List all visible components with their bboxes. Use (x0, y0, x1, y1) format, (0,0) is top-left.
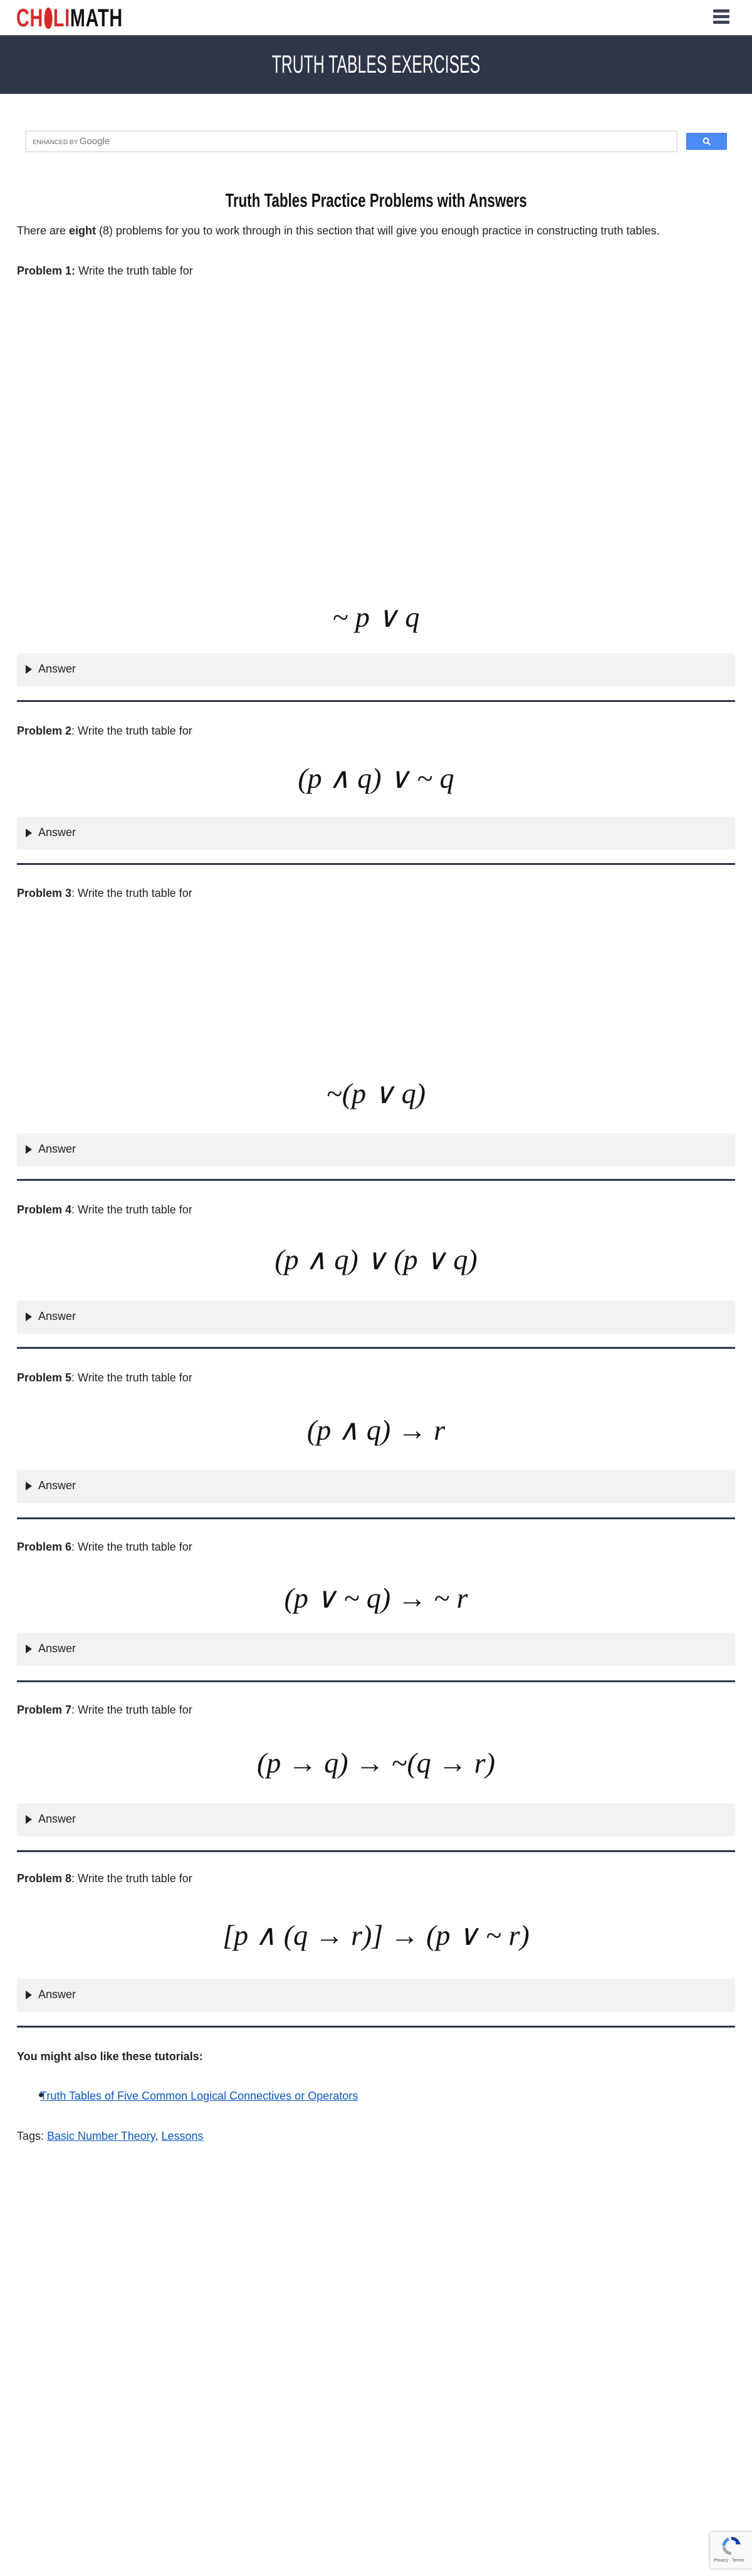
disclosure-triangle-icon (26, 1482, 32, 1490)
problem-1-answer-toggle[interactable]: Answer (17, 653, 735, 686)
disclosure-triangle-icon (26, 1645, 32, 1653)
problem-8-prompt: Problem 8: Write the truth table for (17, 1872, 192, 1885)
related-list-item (40, 2089, 358, 2103)
problem-3-prompt: Problem 3: Write the truth table for (17, 887, 192, 899)
problem-7-prompt: Problem 7: Write the truth table for (17, 1704, 192, 1716)
problem-7-answer-toggle[interactable]: Answer (17, 1803, 735, 1836)
divider (17, 1517, 735, 1519)
problem-1-prompt: Problem 1: Write the truth table for (17, 264, 193, 277)
disclosure-triangle-icon (26, 1991, 32, 1999)
problem-4-formula: (p ∧ q) ∨ (p ∨ q) (274, 1243, 478, 1275)
top-navbar (0, 0, 752, 35)
problem-5-prompt: Problem 5: Write the truth table for (17, 1371, 192, 1384)
problem-7-formula: (p → q) → ~(q → r) (256, 1747, 496, 1779)
problem-3-formula: ~(p ∨ q) (326, 1077, 426, 1109)
disclosure-triangle-icon (26, 829, 32, 837)
problem-1-formula: ~ p ∨ q (332, 601, 420, 633)
tag-link-lessons[interactable]: Lessons (161, 2130, 204, 2142)
related-heading: You might also like these tutorials: (17, 2050, 203, 2063)
problem-5-formula: (p ∧ q) → r (306, 1414, 446, 1446)
problem-4-answer-toggle[interactable]: Answer (17, 1301, 735, 1334)
related-link[interactable]: Truth Tables of Five Common Logical Connectives or Operators (40, 2090, 358, 2102)
tags-line: Tags: Basic Number Theory, Lessons (17, 2130, 204, 2142)
problem-6-prompt: Problem 6: Write the truth table for (17, 1541, 192, 1553)
search-input[interactable] (26, 132, 676, 151)
tag-link-basic-number-theory[interactable]: Basic Number Theory (47, 2130, 155, 2142)
problem-2-formula: (p ∧ q) ∨ ~ q (298, 762, 454, 794)
disclosure-triangle-icon (26, 665, 32, 674)
problem-5-answer-toggle[interactable]: Answer (17, 1470, 735, 1503)
disclosure-triangle-icon (26, 1312, 32, 1321)
search-icon (702, 137, 711, 146)
intro-paragraph: There are eight (8) problems for you to work through in this section that will give you enough practice in constructing truth tables. (17, 224, 660, 237)
problem-6-answer-toggle[interactable]: Answer (17, 1633, 735, 1666)
search-button[interactable] (686, 133, 727, 150)
divider (17, 1680, 735, 1682)
divider (17, 863, 735, 865)
google-branding: ENHANCED BY Google (33, 136, 110, 147)
divider (17, 2026, 735, 2028)
search-box[interactable] (25, 130, 677, 152)
disclosure-triangle-icon (26, 1815, 32, 1824)
problem-2-prompt: Problem 2: Write the truth table for (17, 725, 192, 737)
divider (17, 1850, 735, 1852)
chili-pepper-icon (44, 8, 52, 29)
divider (17, 700, 735, 702)
problem-8-formula: [p ∧ (q → r)] → (p ∨ ~ r) (222, 1919, 530, 1951)
disclosure-triangle-icon (26, 1145, 32, 1154)
recaptcha-icon (722, 2537, 741, 2555)
hamburger-menu-icon[interactable] (713, 9, 729, 26)
page-title: TRUTH TABLES EXERCISES (271, 51, 481, 78)
problem-2-answer-toggle[interactable]: Answer (17, 817, 735, 850)
chilimath-logo[interactable]: CH LIMATH (16, 4, 123, 32)
page-title-banner (0, 35, 752, 94)
problem-4-prompt: Problem 4: Write the truth table for (17, 1203, 192, 1216)
divider (17, 1179, 735, 1181)
divider (17, 1347, 735, 1349)
recaptcha-badge[interactable]: Privacy - Terms (710, 2532, 752, 2568)
problem-3-answer-toggle[interactable]: Answer (17, 1133, 735, 1166)
section-heading: Truth Tables Practice Problems with Answers (225, 189, 527, 211)
problem-8-answer-toggle[interactable]: Answer (17, 1979, 735, 2012)
problem-6-formula: (p ∨ ~ q) → ~ r (284, 1582, 468, 1614)
